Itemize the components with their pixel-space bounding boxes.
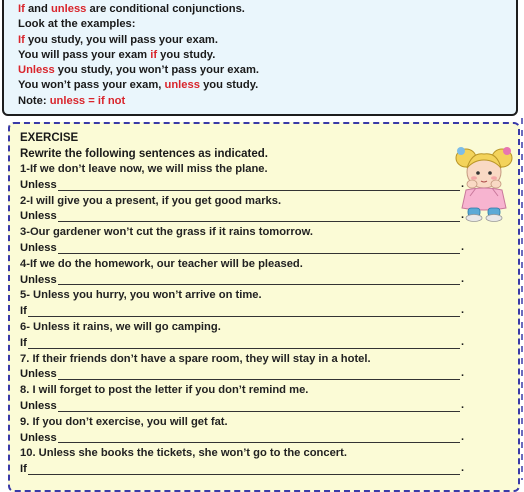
grammar-line xyxy=(18,2,516,17)
keyword: unless xyxy=(164,79,200,92)
exercise-item xyxy=(20,320,518,352)
answer-starter: Unless xyxy=(20,431,57,444)
answer-starter: Unless xyxy=(20,178,57,191)
answer-blank[interactable] xyxy=(58,284,460,285)
text: Note: xyxy=(18,94,50,107)
exercise-item xyxy=(20,257,518,289)
answer-blank[interactable] xyxy=(58,190,460,191)
keyword: if xyxy=(150,48,158,61)
answer-line[interactable] xyxy=(20,209,518,225)
grammar-line xyxy=(18,63,516,78)
answer-line[interactable] xyxy=(20,178,518,194)
answer-blank[interactable] xyxy=(58,379,460,380)
answer-period: . xyxy=(460,209,464,222)
exercise-item xyxy=(20,194,518,226)
exercise-item xyxy=(20,446,518,478)
exercise-item xyxy=(20,383,518,415)
text: you study, you will pass your exam. xyxy=(24,33,218,46)
answer-blank[interactable] xyxy=(28,474,460,475)
keyword: unless xyxy=(50,3,87,15)
grammar-line xyxy=(18,48,516,63)
answer-period: . xyxy=(460,462,464,475)
answer-period: . xyxy=(460,272,464,285)
answer-blank[interactable] xyxy=(58,442,460,443)
answer-period: . xyxy=(460,430,464,443)
exercise-item xyxy=(20,288,518,320)
exercise-question: 7. If their friends don’t have a spare room, they will stay in a hotel. xyxy=(20,352,371,365)
answer-period: . xyxy=(460,240,464,253)
answer-starter: If xyxy=(20,305,27,318)
keyword: If xyxy=(18,3,25,15)
answer-line[interactable] xyxy=(20,336,518,352)
exercise-question: 2-I will give you a present, if you get good marks. xyxy=(20,194,282,207)
exercise-item xyxy=(20,415,518,447)
grammar-line xyxy=(18,94,516,109)
exercise-title: EXERCISE xyxy=(20,132,79,144)
exercise-instruction: Rewrite the following sentences as indicated. xyxy=(20,148,268,160)
exercise-item xyxy=(20,162,518,194)
exercise-question: 4-If we do the homework, our teacher will be pleased. xyxy=(20,257,303,270)
answer-blank[interactable] xyxy=(58,411,460,412)
text: you study, you won’t pass your exam. xyxy=(54,64,260,77)
keyword: unless = if not xyxy=(49,94,126,107)
answer-line[interactable] xyxy=(20,273,518,289)
answer-starter: If xyxy=(20,336,27,349)
answer-starter: Unless xyxy=(20,368,57,381)
answer-period: . xyxy=(460,304,464,317)
exercise-question: 9. If you don’t exercise, you will get fat. xyxy=(20,415,228,428)
exercise-items xyxy=(20,162,518,478)
grammar-line: Look at the examples: xyxy=(18,18,136,31)
exercise-question: 3-Our gardener won’t cut the grass if it rains tomorrow. xyxy=(20,226,313,239)
text: You will pass your exam xyxy=(18,48,151,61)
answer-line[interactable] xyxy=(20,367,518,383)
thinking-girl-icon xyxy=(452,142,516,222)
answer-line[interactable] xyxy=(20,304,518,320)
text: you study. xyxy=(199,79,259,92)
text: You won’t pass your exam, xyxy=(18,79,165,92)
exercise-question: 6- Unless it rains, we will go camping. xyxy=(20,320,221,333)
answer-starter: Unless xyxy=(20,273,57,286)
answer-period: . xyxy=(460,367,464,380)
answer-period: . xyxy=(460,177,464,190)
exercise-question: 8. I will forget to post the letter if you don’t remind me. xyxy=(20,384,309,397)
exercise-question: 10. Unless she books the tickets, she won’t go to the concert. xyxy=(20,447,347,460)
answer-line[interactable] xyxy=(20,431,518,447)
answer-starter: Unless xyxy=(20,210,57,223)
answer-line[interactable] xyxy=(20,462,518,478)
text: you study. xyxy=(157,48,216,61)
exercise-box xyxy=(8,122,520,492)
grammar-line xyxy=(18,78,516,93)
exercise-question: 5- Unless you hurry, you won’t arrive on time. xyxy=(20,289,262,302)
grammar-box xyxy=(2,0,518,116)
answer-blank[interactable] xyxy=(28,348,460,349)
keyword: If xyxy=(18,33,25,46)
answer-blank[interactable] xyxy=(58,221,460,222)
answer-period: . xyxy=(460,335,464,348)
text: are conditional conjunctions. xyxy=(86,3,245,15)
answer-starter: Unless xyxy=(20,241,57,254)
answer-blank[interactable] xyxy=(58,253,460,254)
answer-period: . xyxy=(460,398,464,411)
text: and xyxy=(24,3,51,15)
answer-starter: Unless xyxy=(20,399,57,412)
exercise-item xyxy=(20,225,518,257)
exercise-question: 1-If we don’t leave now, we will miss the plane. xyxy=(20,163,268,175)
answer-line[interactable] xyxy=(20,399,518,415)
answer-starter: If xyxy=(20,463,27,476)
grammar-line xyxy=(18,33,516,48)
keyword: Unless xyxy=(18,64,55,77)
answer-line[interactable] xyxy=(20,241,518,257)
exercise-item xyxy=(20,352,518,384)
answer-blank[interactable] xyxy=(28,316,460,317)
page-edge-marks xyxy=(520,118,524,480)
